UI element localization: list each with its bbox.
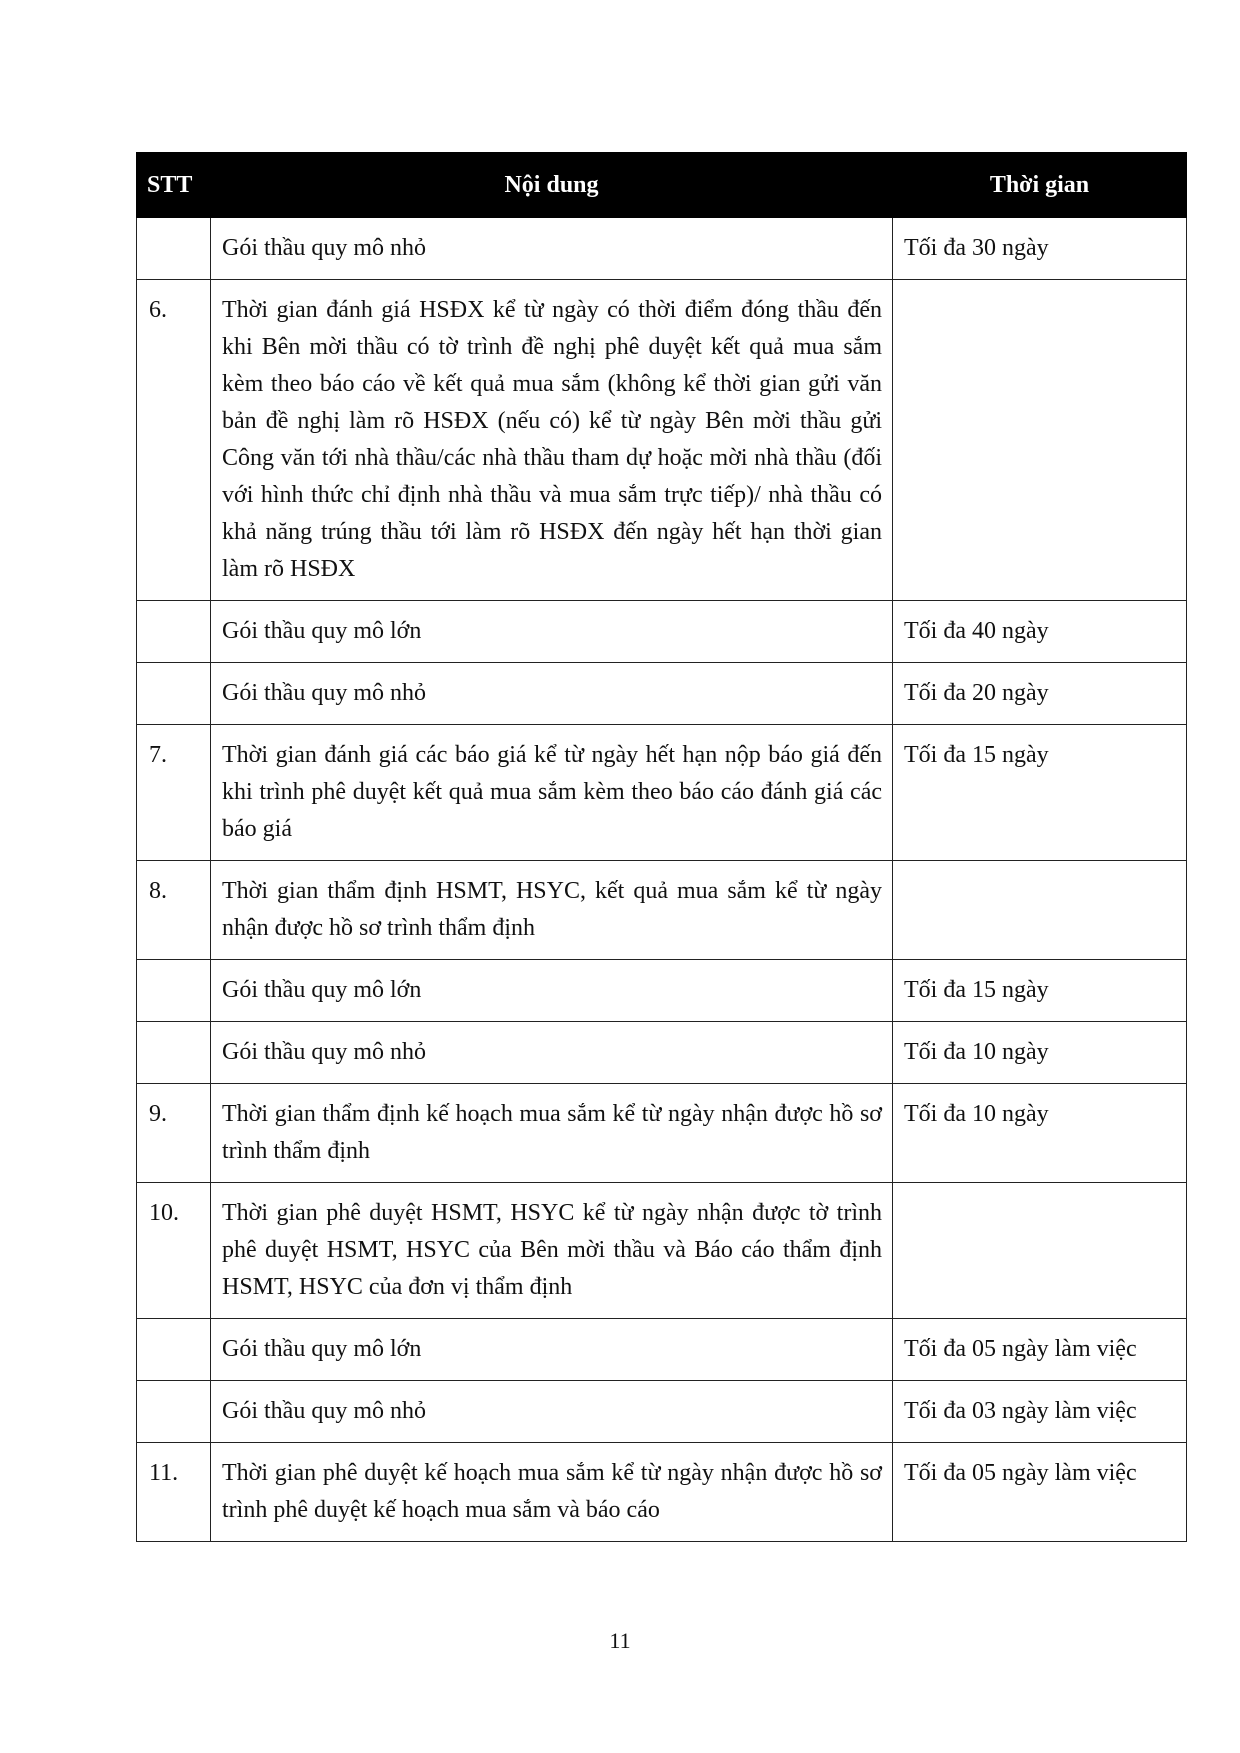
row-time — [893, 861, 1187, 960]
header-stt: STT — [137, 153, 211, 218]
timeline-table — [136, 152, 1187, 1542]
row-content: Gói thầu quy mô nhỏ — [211, 1022, 893, 1084]
row-time: Tối đa 05 ngày làm việc — [893, 1443, 1187, 1542]
row-stt: 10. — [137, 1183, 211, 1319]
row-stt — [137, 1381, 211, 1443]
row-content: Thời gian phê duyệt kế hoạch mua sắm kể từ ngày nhận được hồ sơ trình phê duyệt kế hoạch mua sắm và báo cáo — [211, 1443, 893, 1542]
header-time: Thời gian — [893, 153, 1187, 218]
row-time: Tối đa 40 ngày — [893, 601, 1187, 663]
table-row — [137, 280, 1187, 601]
table-row — [137, 1381, 1187, 1443]
table-row — [137, 1022, 1187, 1084]
row-stt: 9. — [137, 1084, 211, 1183]
header-content: Nội dung — [211, 153, 893, 218]
table-row — [137, 960, 1187, 1022]
row-content: Thời gian thẩm định HSMT, HSYC, kết quả mua sắm kể từ ngày nhận được hồ sơ trình thẩm định — [211, 861, 893, 960]
row-time: Tối đa 20 ngày — [893, 663, 1187, 725]
table-row — [137, 1319, 1187, 1381]
row-content: Thời gian thẩm định kế hoạch mua sắm kể từ ngày nhận được hồ sơ trình thẩm định — [211, 1084, 893, 1183]
row-time: Tối đa 15 ngày — [893, 725, 1187, 861]
page-number: 11 — [609, 1628, 631, 1653]
row-time: Tối đa 10 ngày — [893, 1022, 1187, 1084]
row-stt — [137, 1319, 211, 1381]
row-content: Thời gian đánh giá các báo giá kể từ ngày hết hạn nộp báo giá đến khi trình phê duyệt kết quả mua sắm kèm theo báo cáo đánh giá các báo giá — [211, 725, 893, 861]
table-row — [137, 725, 1187, 861]
row-content: Gói thầu quy mô lớn — [211, 601, 893, 663]
table-row — [137, 861, 1187, 960]
table-header-row — [137, 153, 1187, 218]
row-content: Gói thầu quy mô nhỏ — [211, 663, 893, 725]
row-time: Tối đa 15 ngày — [893, 960, 1187, 1022]
table-row — [137, 1183, 1187, 1319]
row-stt — [137, 960, 211, 1022]
row-content: Thời gian phê duyệt HSMT, HSYC kể từ ngày nhận được tờ trình phê duyệt HSMT, HSYC của Bên mời thầu và Báo cáo thẩm định HSMT, HSYC của đơn vị thẩm định — [211, 1183, 893, 1319]
table-row — [137, 218, 1187, 280]
row-stt: 8. — [137, 861, 211, 960]
row-time: Tối đa 10 ngày — [893, 1084, 1187, 1183]
row-stt — [137, 1022, 211, 1084]
table-row — [137, 1443, 1187, 1542]
row-stt: 11. — [137, 1443, 211, 1542]
row-stt — [137, 218, 211, 280]
table-row — [137, 601, 1187, 663]
table-row — [137, 663, 1187, 725]
row-stt: 7. — [137, 725, 211, 861]
row-content: Gói thầu quy mô nhỏ — [211, 1381, 893, 1443]
row-stt — [137, 663, 211, 725]
row-time: Tối đa 03 ngày làm việc — [893, 1381, 1187, 1443]
row-stt: 6. — [137, 280, 211, 601]
row-content: Gói thầu quy mô nhỏ — [211, 218, 893, 280]
row-time — [893, 280, 1187, 601]
row-content: Gói thầu quy mô lớn — [211, 1319, 893, 1381]
row-content: Gói thầu quy mô lớn — [211, 960, 893, 1022]
row-time — [893, 1183, 1187, 1319]
row-time: Tối đa 30 ngày — [893, 218, 1187, 280]
row-content: Thời gian đánh giá HSĐX kể từ ngày có thời điểm đóng thầu đến khi Bên mời thầu có tờ trình đề nghị phê duyệt kết quả mua sắm kèm theo báo cáo về kết quả mua sắm (không kể thời gian gửi văn bản đề nghị làm rõ HSĐX (nếu có) kể từ ngày Bên mời thầu gửi Công văn tới nhà thầu/các nhà thầu tham dự hoặc mời nhà thầu (đối với hình thức chỉ định nhà thầu và mua sắm trực tiếp)/ nhà thầu có khả năng trúng thầu tới làm rõ HSĐX đến ngày hết hạn thời gian làm rõ HSĐX — [211, 280, 893, 601]
row-stt — [137, 601, 211, 663]
table-row — [137, 1084, 1187, 1183]
row-time: Tối đa 05 ngày làm việc — [893, 1319, 1187, 1381]
